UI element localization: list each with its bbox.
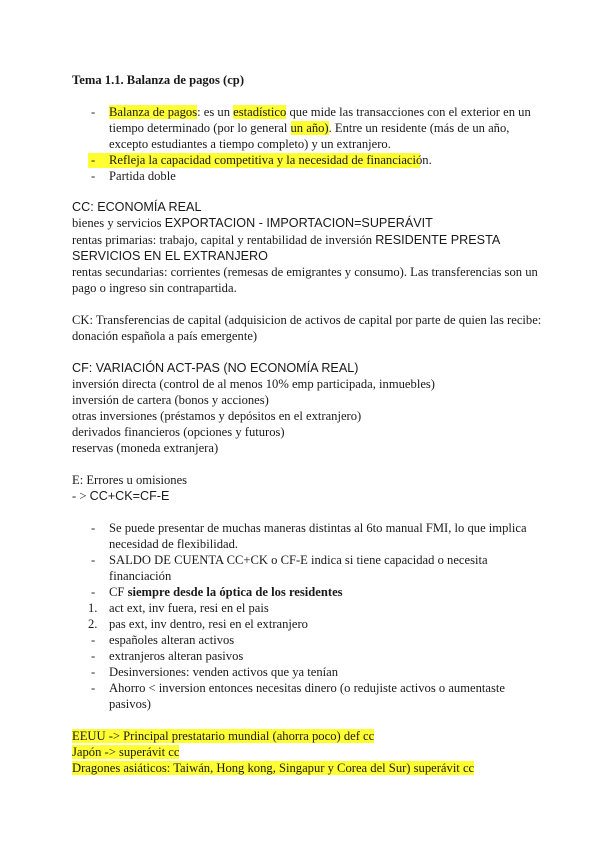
text-span: bienes y servicios	[72, 216, 165, 230]
bullet-dash: -	[91, 649, 96, 663]
text-span: Japón -> superávit cc	[72, 745, 180, 759]
cc-line-5: pago o ingreso sin contrapartida.	[72, 281, 237, 295]
term-estadistico: estadístico	[233, 105, 287, 119]
intro-bullet-2: Refleja la capacidad competitiva y la necesidad de financiación.	[109, 153, 432, 167]
list-number: 1.	[88, 601, 98, 615]
note-5: pas ext, inv dentro, resi en el extranjero	[109, 617, 308, 631]
bullet-dash: -	[91, 585, 96, 599]
intro-bullet-1-line-2	[109, 121, 509, 136]
page-title: Tema 1.1. Balanza de pagos (cp)	[72, 73, 245, 87]
bullet-dash: -	[91, 553, 96, 567]
text-span: que mide las transacciones con el exterior en un	[286, 105, 531, 119]
text-span: rentas primarias: trabajo, capital y rentabilidad de inversión	[72, 233, 376, 247]
e-line-2	[72, 489, 169, 504]
cf-line-2: inversión de cartera (bonos y acciones)	[72, 393, 269, 407]
note-1-line-2: necesidad de flexibilidad.	[109, 537, 239, 551]
text-span: tiempo determinado (por lo general	[109, 121, 291, 135]
text-span: EEUU -> Principal prestatario mundial (ahorra poco) def cc	[72, 729, 375, 743]
bullet-dash: -	[91, 521, 96, 535]
note-7: extranjeros alteran pasivos	[109, 649, 244, 663]
note-3	[109, 585, 343, 600]
bullet-dash: -	[91, 633, 96, 647]
intro-bullet-1-line-1	[109, 105, 531, 120]
text-span: siempre desde la óptica de los residentes	[127, 585, 343, 599]
term-balanza-de-pagos: Balanza de pagos	[109, 105, 198, 119]
e-line-1: E: Errores u omisiones	[72, 473, 188, 487]
intro-bullet-1-line-3: excepto estudiantes a tiempo completo) y un extranjero.	[109, 137, 391, 151]
cc-line-4: rentas secundarias: corrientes (remesas de emigrantes y consumo). Las transferencias son un	[72, 265, 538, 279]
bullet-dash: -	[91, 681, 96, 695]
note-2-line-2: financiación	[109, 569, 172, 583]
footer-line-2	[72, 745, 179, 760]
text-span: . Entre un residente (más de un año,	[328, 121, 510, 135]
text-span: CF	[109, 585, 128, 599]
note-8: Desinversiones: venden activos que ya tenían	[109, 665, 339, 679]
cf-line-1: inversión directa (control de al menos 10% emp participada, inmuebles)	[72, 377, 435, 391]
text-span: : es un	[197, 105, 234, 119]
footer-line-1	[72, 729, 374, 744]
note-4: act ext, inv fuera, resi en el pais	[109, 601, 269, 615]
text-span: CC+CK=CF-E	[89, 489, 170, 503]
bullet-dash: -	[91, 105, 96, 119]
bullet-dash: -	[91, 153, 96, 167]
note-1-line-1: Se puede presentar de muchas maneras distintas al 6to manual FMI, lo que implica	[109, 521, 527, 535]
note-6: españoles alteran activos	[109, 633, 235, 647]
note-9-line-2: pasivos)	[109, 697, 151, 711]
term-un-anio: un año)	[290, 121, 329, 135]
cc-line-2	[72, 233, 500, 248]
list-number: 2.	[88, 617, 98, 631]
cf-line-5: reservas (moneda extranjera)	[72, 441, 219, 455]
intro-bullet-3: Partida doble	[109, 169, 176, 183]
cc-line-3: SERVICIOS EN EL EXTRANJERO	[72, 249, 268, 263]
text-span: - >	[72, 489, 90, 503]
footer-line-3	[72, 761, 474, 776]
cc-heading: CC: ECONOMÍA REAL	[72, 200, 202, 214]
note-9-line-1: Ahorro < inversion entonces necesitas dinero (o redujiste activos o aumentaste	[109, 681, 505, 695]
note-2-line-1: SALDO DE CUENTA CC+CK o CF-E indica si tiene capacidad o necesita	[109, 553, 488, 567]
cf-heading: CF: VARIACIÓN ACT-PAS (NO ECONOMÍA REAL)	[72, 361, 359, 375]
text-span: RESIDENTE PRESTA	[375, 233, 501, 247]
cc-line-1	[72, 216, 433, 231]
ck-line-2: donación española a país emergente)	[72, 329, 258, 343]
cf-line-4: derivados financieros (opciones y futuros)	[72, 425, 285, 439]
bullet-dash: -	[91, 665, 96, 679]
text-span: Dragones asiáticos: Taiwán, Hong kong, Singapur y Corea del Sur) superávit cc	[72, 761, 475, 775]
ck-line-1: CK: Transferencias de capital (adquisicion de activos de capital por parte de quien las recibe:	[72, 313, 542, 327]
cf-line-3: otras inversiones (préstamos y depósitos en el extranjero)	[72, 409, 362, 423]
bullet-dash: -	[91, 169, 96, 183]
text-span: EXPORTACION - IMPORTACION=SUPERÁVIT	[164, 216, 433, 230]
